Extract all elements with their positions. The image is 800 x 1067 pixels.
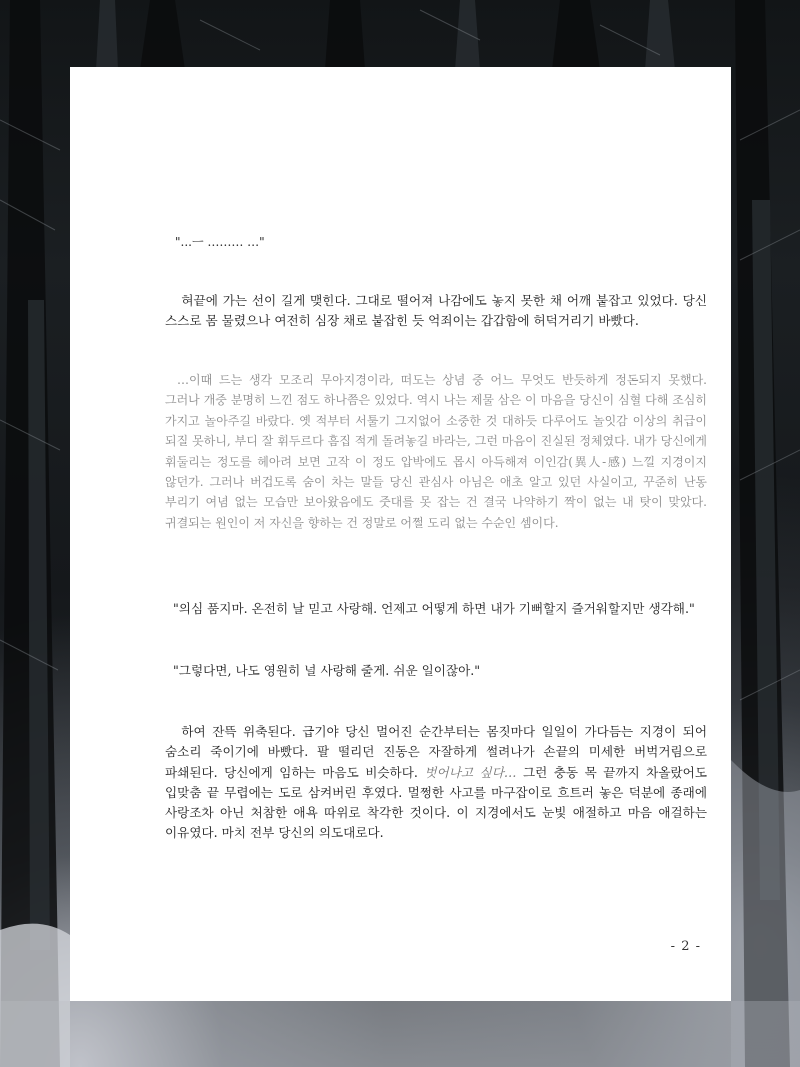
opening-quote: "...ㅡ ……… …" <box>175 235 265 249</box>
paragraph-3 <box>165 722 707 844</box>
quote-2: "그렇다면, 나도 영원히 널 사랑해 줄게. 쉬운 일이잖아." <box>173 663 481 678</box>
paragraph-2: …이때 드는 생각 모조리 무아지경이라, 떠도는 상념 중 어느 무엇도 반듯하게 정돈되지 못했다. 그러나 개중 분명히 느낀 점도 하나쯤은 있었다. 역시 나는 제물 삼은 이 마음을 당신이 심혈 다해 조심히 가지고 놀아주길 바랐다. 옛 적부터 서툴기 그지없어 소중한 것 대하듯 다루어도 놀잇감 이상의 취급이 되질 못하니, 부디 잘 휘두르다 흠집 적게 돌려놓길 바라는, 그런 마음이 진실된 정체였다. 내가 당신에게 휘둘리는 정도를 헤아려 보면 고작 이 정도 압박에도 몹시 아득해져 이인감(異人-感) 느낄 지경이지 않던가. 그러나 버겁도록 숨이 차는 말들 당신 관심사 아님은 애초 알고 있던 사실이고, 꾸준히 난동 부리기 여념 없는 모습만 보아왔음에도 줏대를 못 잡는 건 결국 나약하기 짝이 없는 내 탓이 맞았다. 귀결되는 원인이 저 자신을 향하는 건 정말로 어쩔 도리 없는 수순인 셈이다. <box>165 373 707 530</box>
paragraph-3-text-before: 하여 잔뜩 위축된다. 급기야 당신 멀어진 순간부터는 몸짓마다 일일이 가다듬는 지경이 되어 숨소리 죽이기에 바빴다. 팔 떨리던 진동은 자잘하게 썰려나가 손끝의 미세한 버벅거림으로 파쇄된다. 당신에게 임하는 마음도 비슷하다. <box>165 724 707 780</box>
paragraph-3-italic-text: 벗어나고 싶다… <box>424 764 517 780</box>
page-number: - 2 - <box>670 939 701 954</box>
document-page <box>70 67 731 1001</box>
paragraph-3-text-after: 그런 충동 목 끝까지 차올랐어도 입맞춤 끝 무렵에는 도로 삼켜버린 후였다. 멀쩡한 사고를 마구잡이로 흐트러 놓은 덕분에 종래에 사랑조차 아닌 처참한 애욕 따위로 착각한 것이다. 이 지경에서도 눈빛 애절하고 마음 애걸하는 이유였다. 마치 전부 당신의 의도대로다. <box>165 764 708 841</box>
quote-1: "의심 품지마. 온전히 날 믿고 사랑해. 언제고 어떻게 하면 내가 기뻐할지 즐거워할지만 생각해." <box>173 601 695 616</box>
paragraph-1: 혀끝에 가는 선이 길게 맺힌다. 그대로 떨어져 나감에도 놓지 못한 채 어깨 붙잡고 있었다. 당신 스스로 몸 물렸으나 여전히 심장 채로 붙잡힌 듯 억죄이는 갑갑함에 허덕거리기 바빴다. <box>165 293 707 329</box>
